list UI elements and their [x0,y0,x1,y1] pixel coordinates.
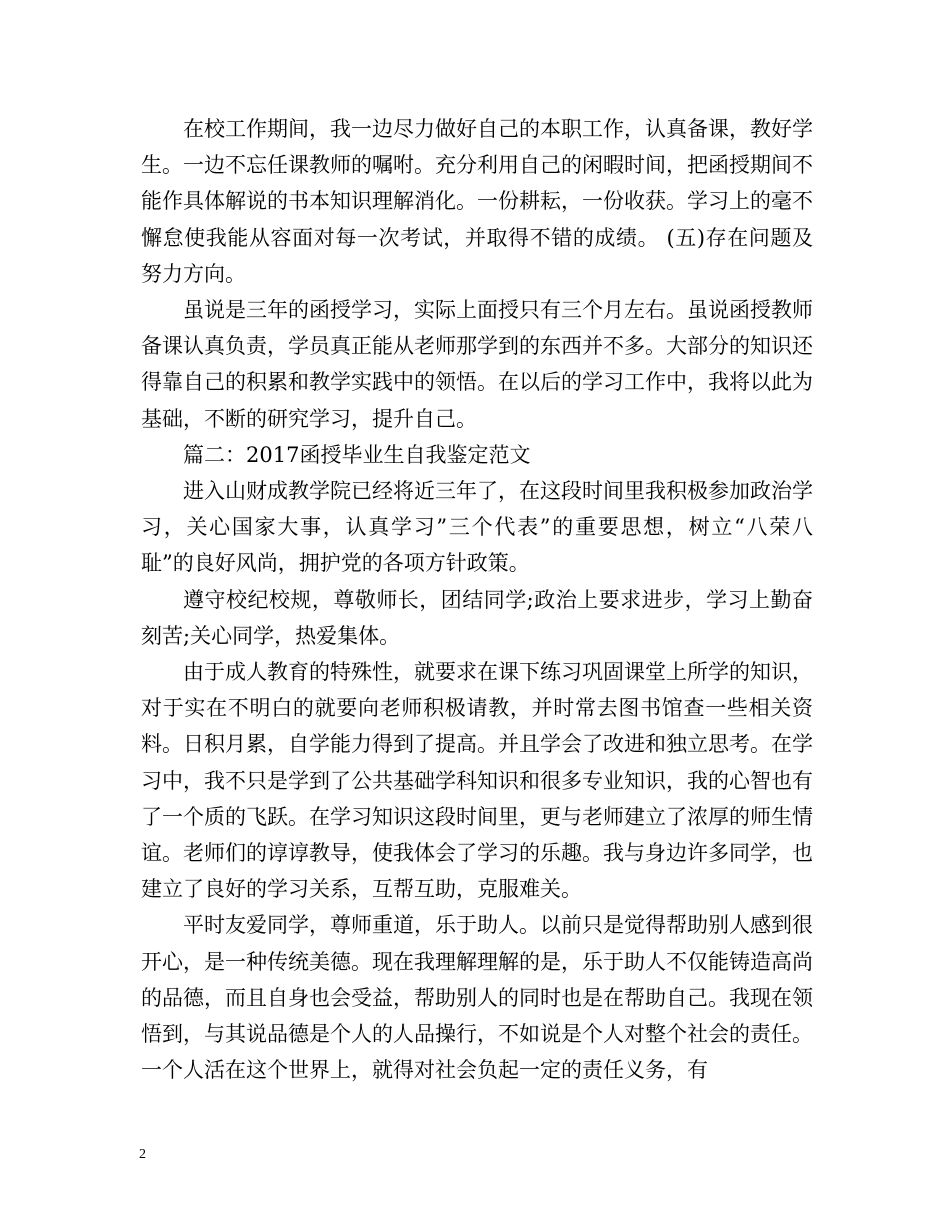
paragraph-study-during-work: 在校工作期间，我一边尽力做好自己的本职工作，认真备课，教好学生。一边不忘任课教师的嘱咐。充分利用自己的闲暇时间，把函授期间不能作具体解说的书本知识理解消化。一份耕耘，一份收获。学习上的毫不懈怠使我能从容面对每一次考试，并取得不错的成绩。 (五)存在问题及努力方向。 [141,117,813,286]
paragraph-problems-and-direction: 虽说是三年的函授学习，实际上面授只有三个月左右。虽说函授教师备课认真负责，学员真正能从老师那学到的东西并不多。大部分的知识还得靠自己的积累和教学实践中的领悟。在以后的学习工作中，我将以此为基础，不断的研究学习，提升自己。 [141,298,813,431]
section-heading: 篇二：2017函授毕业生自我鉴定范文 [183,442,531,467]
paragraph-adult-education: 由于成人教育的特殊性，就要求在课下练习巩固课堂上所学的知识，对于实在不明白的就要向老师积极请教，并时常去图书馆查一些相关资料。日积月累，自学能力得到了提高。并且学会了改进和独立思考。在学习中，我不只是学到了公共基础学科知识和很多专业知识，我的心智也有了一个质的飞跃。在学习知识这段时间里，更与老师建立了浓厚的师生情谊。老师们的谆谆教导，使我体会了学习的乐趣。我与身边许多同学，也建立了良好的学习关系，互帮互助，克服难关。 [141,660,813,902]
page-number: 2 [139,1147,146,1162]
paragraph-discipline: 遵守校纪校规，尊敬师长，团结同学;政治上要求进步，学习上勤奋刻苦;关心同学，热爱集体。 [141,587,813,648]
paragraph-helping-others: 平时友爱同学，尊师重道，乐于助人。以前只是觉得帮助别人感到很开心，是一种传统美德。现在我理解理解的是，乐于助人不仅能铸造高尚的品德，而且自身也会受益，帮助别人的同时也是在帮助自己。我现在领悟到，与其说品德是个人的人品操行，不如说是个人对整个社会的责任。一个人活在这个世界上，就得对社会负起一定的责任义务，有 [141,913,813,1083]
paragraph-political-study: 进入山财成教学院已经将近三年了，在这段时间里我积极参加政治学习，关心国家大事，认真学习”三个代表”的重要思想，树立“八荣八耻”的良好风尚，拥护党的各项方针政策。 [141,479,813,576]
document-body [141,111,813,1088]
